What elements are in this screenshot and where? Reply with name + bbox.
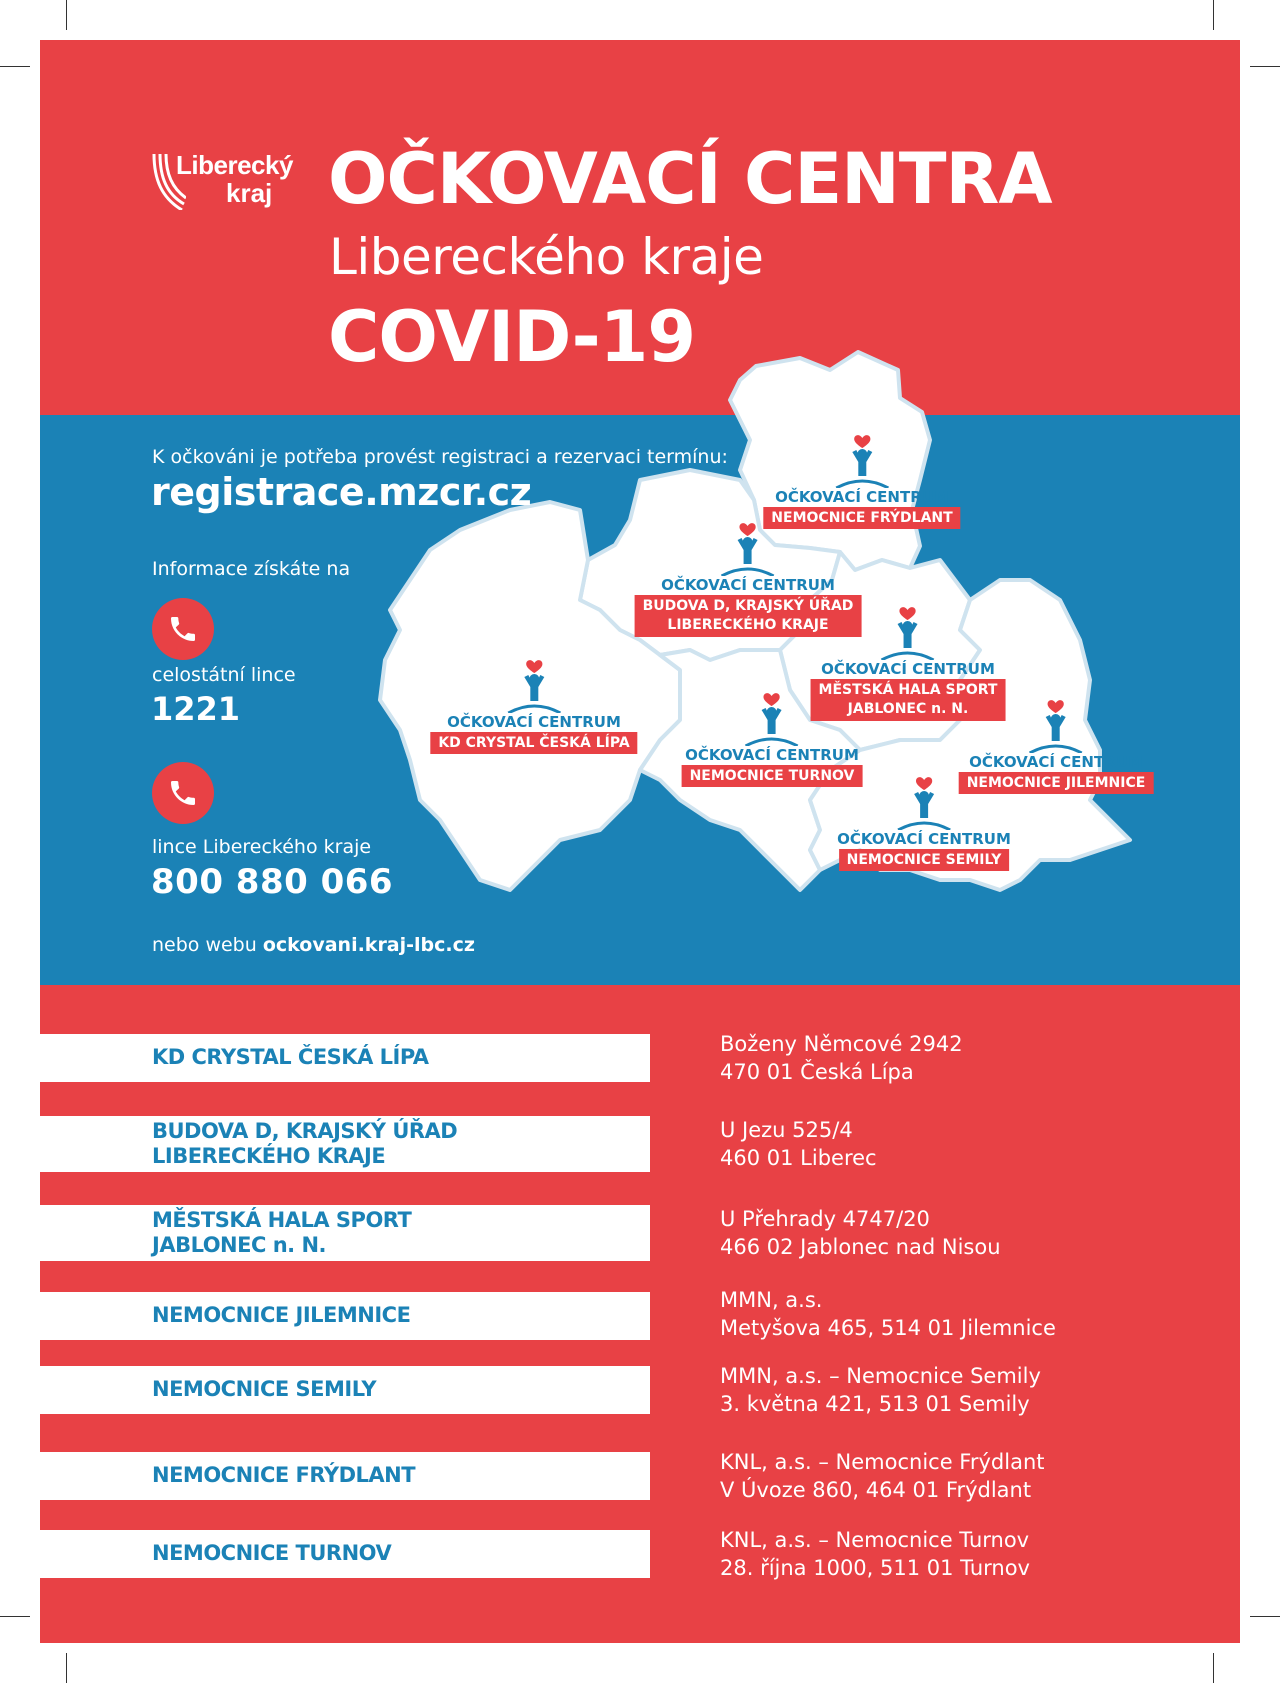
center-address-line1: U Jezu 525/4 [720,1118,853,1142]
center-name: NEMOCNICE JILEMNICE [152,1303,411,1327]
map-pin-turnov [682,688,863,787]
logo-text-line2: kraj [226,178,273,208]
center-address [720,1286,1056,1342]
vaccination-person-icon [742,688,802,746]
center-address-line1: KNL, a.s. – Nemocnice Frýdlant [720,1450,1045,1474]
center-name-line2: JABLONEC n. N. [152,1233,326,1257]
center-address [720,1448,1045,1504]
center-name: NEMOCNICE FRÝDLANT [152,1463,416,1487]
registration-url[interactable]: registrace.mzcr.cz [151,470,532,514]
center-name-bar [40,1034,650,1082]
center-address [720,1030,963,1086]
liberecky-kraj-logo [152,152,292,222]
crop-mark [1213,0,1214,30]
center-address-line2: 460 01 Liberec [720,1146,877,1170]
center-address [720,1362,1041,1418]
poster [40,40,1240,1643]
crop-mark [66,0,67,30]
center-address-line2: 28. října 1000, 511 01 Turnov [720,1556,1030,1580]
vaccination-person-icon [718,518,778,576]
pin-label: NEMOCNICE FRÝDLANT [763,507,960,529]
web-note [152,934,475,956]
center-address [720,1205,1001,1261]
map-pin-semily [837,772,1011,871]
map-pin-ceska-lipa [430,655,637,754]
logo-text-line1: Liberecký [176,150,293,180]
pin-label-line1: MĚSTSKÁ HALA SPORT [818,682,998,698]
center-address-line1: Boženy Němcové 2942 [720,1032,963,1056]
web-url[interactable]: ockovani.kraj-lbc.cz [262,934,475,956]
pin-label-line2: JABLONEC n. N. [847,701,969,717]
center-address-line2: 466 02 Jablonec nad Nisou [720,1235,1001,1259]
crop-mark [1213,1653,1214,1683]
center-name: NEMOCNICE TURNOV [152,1541,392,1565]
regional-line-label: lince Libereckého kraje [152,836,372,858]
web-prefix: nebo webu [152,934,257,956]
center-address-line2: Metyšova 465, 514 01 Jilemnice [720,1316,1056,1340]
pin-heading: OČKOVACÍ CENTRUM [685,746,859,764]
center-name-bar [40,1530,650,1578]
crop-mark [66,1653,67,1683]
info-lead: Informace získáte na [152,558,351,580]
center-address-line2: 3. května 421, 513 01 Semily [720,1392,1030,1416]
crop-mark [1250,66,1280,67]
crop-mark [0,1616,30,1617]
center-name-bar [40,1292,650,1340]
center-address-line2: V Úvoze 860, 464 01 Frýdlant [720,1478,1032,1502]
pin-label: NEMOCNICE JILEMNICE [959,772,1154,794]
page-tag: COVID-19 [328,296,696,378]
center-name-bar [40,1205,650,1261]
pin-label: NEMOCNICE TURNOV [682,765,863,787]
center-name-bar [40,1452,650,1500]
pin-label-line1: BUDOVA D, KRAJSKÝ ÚŘAD [642,598,854,614]
center-address [720,1116,877,1172]
vaccination-person-icon [504,655,564,713]
national-line-label: celostátní lince [152,664,296,686]
registration-note: K očkováni je potřeba provést registraci a rezervaci termínu: [152,446,728,468]
center-name-bar [40,1366,650,1414]
vaccination-person-icon [894,772,954,830]
center-address-line1: MMN, a.s. – Nemocnice Semily [720,1364,1041,1388]
crop-mark [0,66,30,67]
pin-label: KD CRYSTAL ČESKÁ LÍPA [430,732,637,754]
pin-label-line2: LIBERECKÉHO KRAJE [667,617,829,633]
page-subtitle: Libereckého kraje [329,228,764,286]
map-pin-frydlant [763,430,960,529]
phone-icon [152,598,214,660]
pin-label: NEMOCNICE SEMILY [839,849,1010,871]
center-address [720,1526,1030,1582]
vaccination-person-icon [1026,695,1086,753]
page-title: OČKOVACÍ CENTRA [328,138,1052,220]
phone-icon [152,762,214,824]
center-name-line1: MĚSTSKÁ HALA SPORT [152,1208,412,1232]
pin-heading: OČKOVACÍ CENTRUM [775,488,949,506]
pin-heading: OČKOVACÍ CENTRUM [447,713,621,731]
pin-heading: OČKOVACÍ CENTRUM [969,753,1143,771]
center-address-line2: 470 01 Česká Lípa [720,1060,914,1084]
pin-heading: OČKOVACÍ CENTRUM [661,576,835,594]
center-name: KD CRYSTAL ČESKÁ LÍPA [152,1045,429,1069]
regional-line-number[interactable]: 800 880 066 [151,862,394,902]
center-address-line1: KNL, a.s. – Nemocnice Turnov [720,1528,1030,1552]
center-name-line2: LIBERECKÉHO KRAJE [152,1144,386,1168]
vaccination-person-icon [878,602,938,660]
center-name-line1: BUDOVA D, KRAJSKÝ ÚŘAD [152,1119,458,1143]
center-name [152,1208,411,1258]
pin-heading: OČKOVACÍ CENTRUM [837,830,1011,848]
pin-heading: OČKOVACÍ CENTRUM [821,660,995,678]
center-address-line1: U Přehrady 4747/20 [720,1207,930,1231]
vaccination-person-icon [832,430,892,488]
center-name [152,1119,457,1169]
national-line-number[interactable]: 1221 [151,690,241,728]
crop-mark [1250,1616,1280,1617]
center-name: NEMOCNICE SEMILY [152,1377,377,1401]
center-name-bar [40,1116,650,1172]
center-address-line1: MMN, a.s. [720,1288,823,1312]
